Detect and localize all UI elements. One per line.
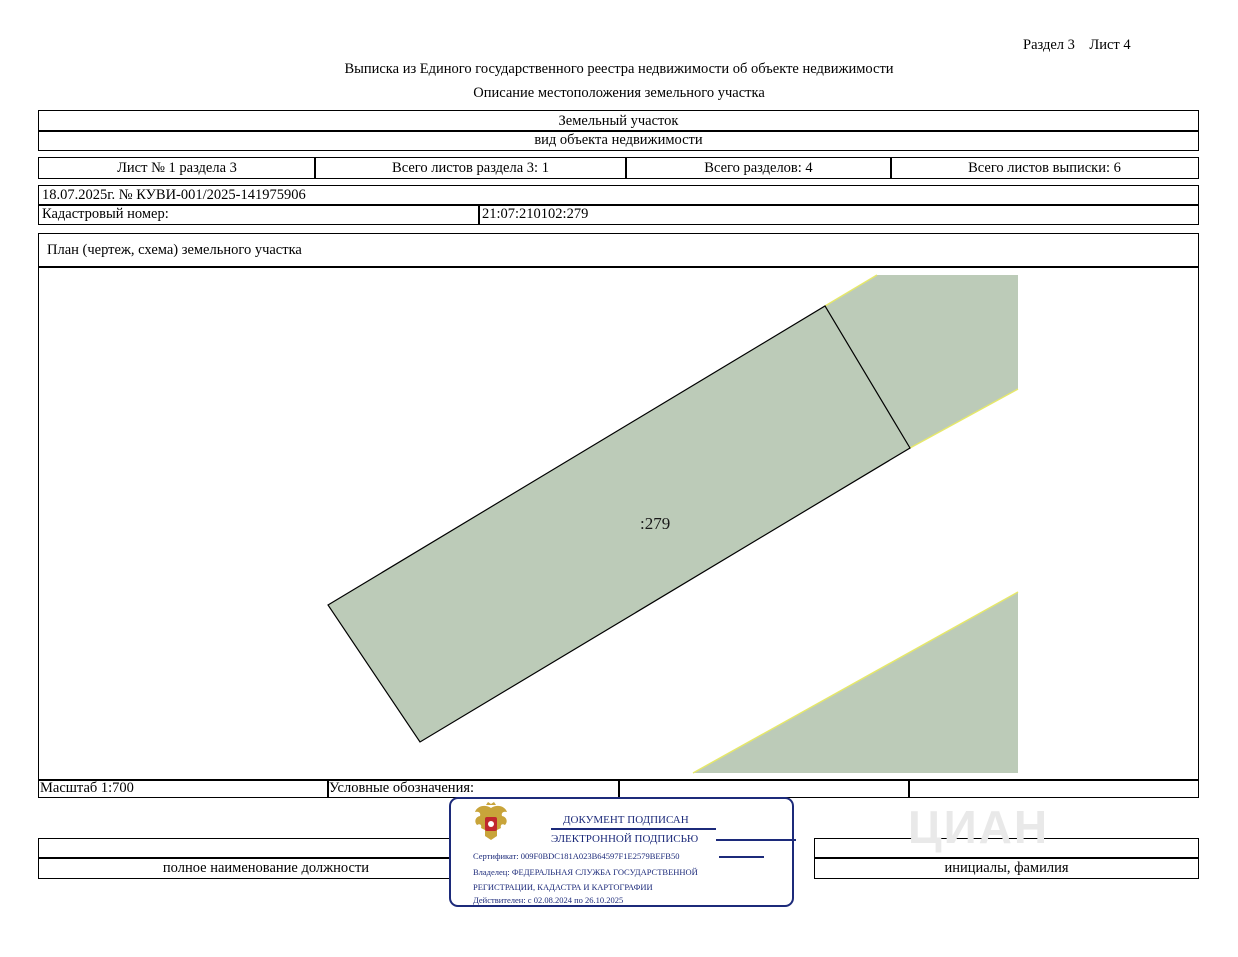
stamp-line-2: ЭЛЕКТРОННОЙ ПОДПИСЬЮ [551,833,699,845]
stamp-owner-line-1: Владелец: ФЕДЕРАЛЬНАЯ СЛУЖБА ГОСУДАРСТВЕННОЙ [473,867,698,877]
position-field [38,838,494,859]
position-caption: полное наименование должности [38,857,494,879]
total-sheets-section: Всего листов раздела 3: 1 [314,157,627,179]
legend-label: Условные обозначения: [327,779,620,798]
signature-stamp [449,797,794,907]
parcel-label: :279 [640,514,671,533]
watermark-logo: ЦИАН [908,801,1050,853]
stamp-certificate: Сертификат: 009F0BDC181A023B64597F1E2579BEFB50 [473,851,680,861]
total-sections: Всего разделов: 4 [625,157,892,179]
legend-cell-1 [618,779,910,798]
cadastral-label: Кадастровый номер: [38,204,480,225]
document-date-number: 18.07.2025г. № КУВИ-001/2025-141975906 [38,185,1199,206]
parcel-279 [328,306,910,742]
document-title: Выписка из Единого государственного реестра недвижимости об объекте недвижимости [344,61,894,77]
stamp-line-1: ДОКУМЕНТ ПОДПИСАН [563,814,689,826]
stamp-owner-line-2: РЕГИСТРАЦИИ, КАДАСТРА И КАРТОГРАФИИ [473,882,653,892]
scale-label: Масштаб 1:700 [38,779,329,798]
stamp-validity: Действителен: с 02.08.2024 по 26.10.2025 [473,895,624,905]
cadastral-number: 21:07:210102:279 [478,204,1199,225]
object-type: Земельный участок [38,110,1199,132]
sheet-number: Лист № 1 раздела 3 [38,157,316,179]
parcel-plan-drawing [40,267,1198,779]
plan-heading: План (чертеж, схема) земельного участка [38,233,1199,268]
name-caption: инициалы, фамилия [814,857,1199,879]
legend-cell-2 [908,779,1199,798]
object-type-caption: вид объекта недвижимости [38,130,1199,151]
total-sheets-extract: Всего листов выписки: 6 [890,157,1199,179]
document-subtitle: Описание местоположения земельного участка [473,85,765,101]
section-sheet-label: Раздел 3 Лист 4 [1023,37,1131,53]
coat-of-arms-icon [471,802,511,844]
